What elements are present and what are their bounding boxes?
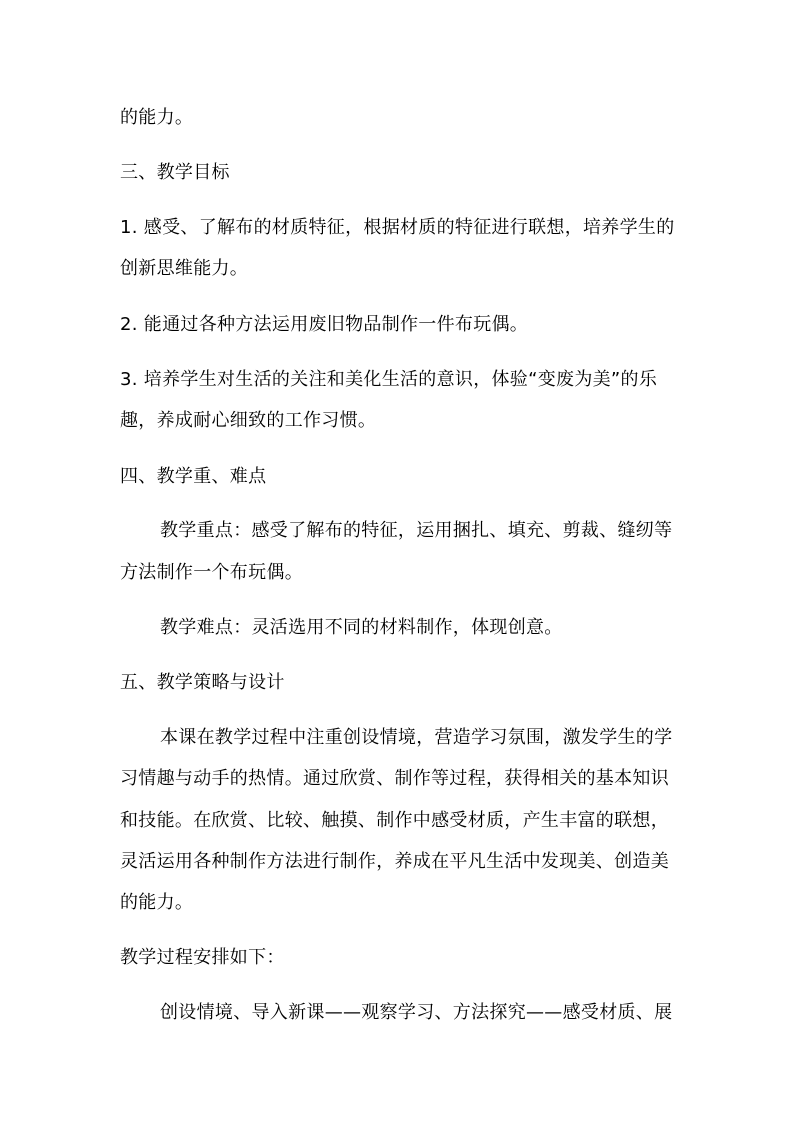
- text-line: 的能力。: [120, 107, 194, 128]
- text-line: 和技能。在欣赏、比较、触摸、制作中感受材质，产生丰富的联想，: [120, 810, 669, 831]
- text-line: 1. 感受、了解布的材质特征，根据材质的特征进行联想，培养学生的: [120, 217, 675, 238]
- text-line: 3. 培养学生对生活的关注和美化生活的意识，体验“变废为美”的乐: [120, 369, 658, 390]
- text-line: 的能力。: [120, 892, 194, 913]
- text-line: 方法制作一个布玩偶。: [120, 562, 303, 583]
- text-line: 创设情境、导入新课——观察学习、方法探究——感受材质、展: [160, 1002, 673, 1023]
- text-line: 本课在教学过程中注重创设情境，营造学习氛围，激发学生的学: [160, 727, 673, 748]
- text-line: 灵活运用各种制作方法进行制作，养成在平凡生活中发现美、创造美: [120, 851, 669, 872]
- section-heading: 五、教学策略与设计: [120, 672, 285, 693]
- text-line: 习情趣与动手的热情。通过欣赏、制作等过程，获得相关的基本知识: [120, 768, 669, 789]
- text-line: 教学难点：灵活选用不同的材料制作，体现创意。: [160, 617, 563, 638]
- text-line: 教学重点：感受了解布的特征，运用捆扎、填充、剪裁、缝纫等: [160, 520, 673, 541]
- section-heading: 四、教学重、难点: [120, 466, 267, 487]
- text-line: 创新思维能力。: [120, 258, 249, 279]
- section-heading: 三、教学目标: [120, 162, 230, 183]
- text-line: 趣，养成耐心细致的工作习惯。: [120, 410, 377, 431]
- text-line: 2. 能通过各种方法运用废旧物品制作一件布玩偶。: [120, 314, 529, 335]
- text-line: 教学过程安排如下：: [120, 947, 285, 968]
